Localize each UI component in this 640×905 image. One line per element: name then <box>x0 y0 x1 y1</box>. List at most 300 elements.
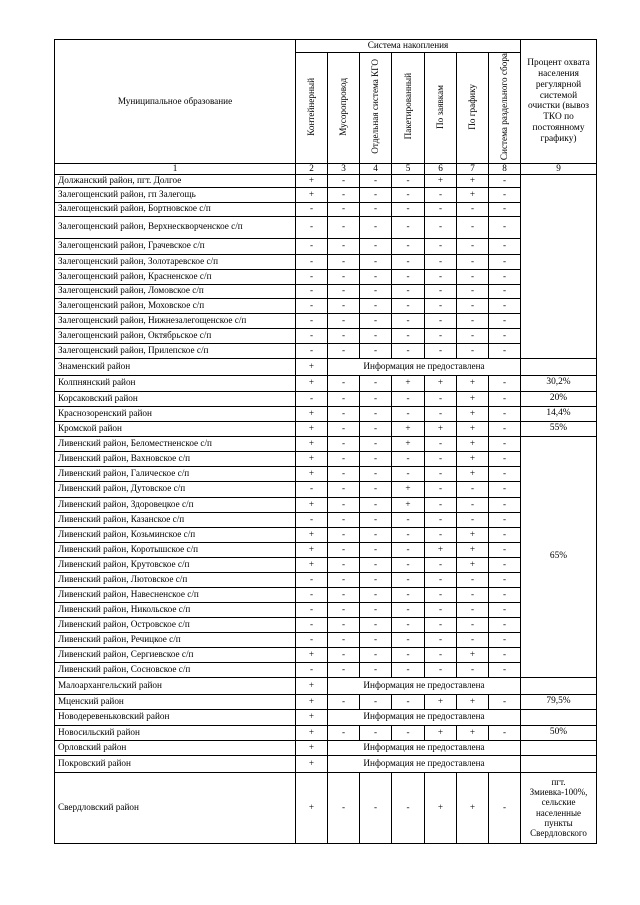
system-cell: - <box>296 602 328 617</box>
system-cell: - <box>328 421 360 436</box>
system-cell: - <box>489 451 521 466</box>
system-cell: - <box>457 343 489 358</box>
system-cell: - <box>360 527 392 542</box>
system-cell: + <box>392 375 425 391</box>
system-cell: - <box>328 587 360 602</box>
system-cell: - <box>296 313 328 328</box>
system-cell: - <box>489 481 521 497</box>
system-cell: - <box>457 284 489 298</box>
system-cell: - <box>296 202 328 216</box>
municipality-name: Ливенский район, Здоровецкое с/п <box>55 497 296 512</box>
system-cell: - <box>360 617 392 632</box>
system-cell: + <box>296 557 328 572</box>
system-cell: - <box>360 284 392 298</box>
system-header <box>328 53 360 164</box>
system-cell: - <box>392 617 425 632</box>
municipality-name: Ливенский район, Островское с/п <box>55 617 296 632</box>
system-cell: - <box>360 343 392 358</box>
system-cell: - <box>296 391 328 406</box>
system-cell: - <box>360 202 392 216</box>
system-cell: - <box>392 391 425 406</box>
table-row <box>55 451 597 466</box>
municipality-name: Ливенский район, Козьминское с/п <box>55 527 296 542</box>
system-cell: - <box>296 238 328 254</box>
percent-cell: 14,4% <box>521 406 597 421</box>
system-cell: - <box>425 391 457 406</box>
municipality-name: Малоархангельский район <box>55 677 296 694</box>
info-not-provided: Информация не предоставлена <box>328 677 521 694</box>
system-cell: - <box>489 328 521 343</box>
system-cell: + <box>457 451 489 466</box>
system-cell: - <box>425 587 457 602</box>
system-cell: - <box>328 542 360 557</box>
system-cell: - <box>425 216 457 238</box>
system-cell: + <box>457 466 489 481</box>
system-cell: - <box>425 512 457 527</box>
system-cell: - <box>392 527 425 542</box>
percent-cell <box>521 740 597 755</box>
system-cell: + <box>296 466 328 481</box>
table-row <box>55 284 597 298</box>
system-cell: - <box>425 187 457 202</box>
system-cell: - <box>489 694 521 709</box>
column-number: 5 <box>392 163 425 174</box>
system-cell: - <box>489 497 521 512</box>
municipality-name: Новосильский район <box>55 725 296 740</box>
table-row <box>55 557 597 572</box>
municipality-name: Залегощенский район, гп Залегощь <box>55 187 296 202</box>
table-row <box>55 269 597 284</box>
municipality-name: Залегощенский район, Золотаревское с/п <box>55 254 296 269</box>
system-cell: + <box>457 187 489 202</box>
system-cell: + <box>457 725 489 740</box>
system-cell: - <box>296 328 328 343</box>
system-cell: - <box>392 269 425 284</box>
system-cell: - <box>392 512 425 527</box>
percent-cell: 50% <box>521 725 597 740</box>
system-cell: - <box>360 632 392 647</box>
system-cell: - <box>457 632 489 647</box>
system-cell: - <box>328 343 360 358</box>
municipality-name: Ливенский район, Крутовское с/п <box>55 557 296 572</box>
system-cell: - <box>328 772 360 843</box>
column-number: 4 <box>360 163 392 174</box>
system-cell: - <box>425 632 457 647</box>
system-cell: - <box>392 557 425 572</box>
table-row <box>55 772 597 843</box>
system-cell: - <box>392 772 425 843</box>
system-cell: - <box>328 527 360 542</box>
system-cell: - <box>392 542 425 557</box>
system-cell: - <box>425 269 457 284</box>
system-cell: - <box>360 406 392 421</box>
column-number: 2 <box>296 163 328 174</box>
system-cell: - <box>360 572 392 587</box>
system-cell: - <box>489 391 521 406</box>
column-number: 6 <box>425 163 457 174</box>
system-cell: - <box>296 254 328 269</box>
system-cell: - <box>328 328 360 343</box>
municipality-name: Залегощенский район, Октябрьское с/п <box>55 328 296 343</box>
municipality-name: Залегощенский район, Верхнескворченское с/п <box>55 216 296 238</box>
system-cell: - <box>328 313 360 328</box>
table-row <box>55 313 597 328</box>
system-cell: + <box>457 174 489 187</box>
system-cell: - <box>392 238 425 254</box>
system-cell: - <box>425 481 457 497</box>
system-cell: - <box>328 406 360 421</box>
system-cell: - <box>296 269 328 284</box>
system-cell: - <box>457 662 489 677</box>
table-row <box>55 662 597 677</box>
system-cell: + <box>425 694 457 709</box>
table-row <box>55 436 597 451</box>
system-cell: - <box>360 187 392 202</box>
system-cell: - <box>296 662 328 677</box>
system-cell: - <box>328 466 360 481</box>
system-cell: - <box>328 254 360 269</box>
table-row <box>55 694 597 709</box>
system-cell: - <box>360 313 392 328</box>
system-cell: + <box>425 375 457 391</box>
percent-cell: 55% <box>521 421 597 436</box>
system-cell: - <box>360 587 392 602</box>
table-row <box>55 632 597 647</box>
system-cell: + <box>457 694 489 709</box>
system-cell: - <box>360 216 392 238</box>
table-row <box>55 617 597 632</box>
system-cell: - <box>489 662 521 677</box>
system-cell: - <box>457 328 489 343</box>
system-cell: - <box>489 557 521 572</box>
municipality-name: Залегощенский район, Нижнезалегощенское с/п <box>55 313 296 328</box>
system-cell: - <box>489 254 521 269</box>
system-cell: - <box>296 617 328 632</box>
municipality-name: Ливенский район, Казанское с/п <box>55 512 296 527</box>
table-row <box>55 497 597 512</box>
system-cell: + <box>296 755 328 772</box>
system-cell: - <box>489 313 521 328</box>
system-cell: + <box>296 451 328 466</box>
system-cell: - <box>425 313 457 328</box>
system-cell: - <box>360 451 392 466</box>
municipality-name: Ливенский район, Навесненское с/п <box>55 587 296 602</box>
system-cell: + <box>296 542 328 557</box>
system-cell: + <box>296 694 328 709</box>
system-cell: - <box>489 647 521 662</box>
municipality-name: Ливенский район, Сосновское с/п <box>55 662 296 677</box>
system-header <box>296 53 328 164</box>
percent-cell: 79,5% <box>521 694 597 709</box>
percent-cell: 65% <box>521 436 597 677</box>
system-cell: - <box>392 647 425 662</box>
system-cell: + <box>392 497 425 512</box>
system-cell: - <box>392 298 425 313</box>
municipality-name: Ливенский район, Галическое с/п <box>55 466 296 481</box>
system-cell: - <box>360 174 392 187</box>
system-cell: - <box>457 602 489 617</box>
system-cell: - <box>360 647 392 662</box>
table-row <box>55 238 597 254</box>
system-cell: - <box>425 406 457 421</box>
system-cell: - <box>457 617 489 632</box>
system-cell: - <box>425 436 457 451</box>
table-row <box>55 174 597 187</box>
system-cell: - <box>296 512 328 527</box>
system-cell: - <box>328 238 360 254</box>
system-cell: - <box>360 421 392 436</box>
percent-cell: 30,2% <box>521 375 597 391</box>
system-cell: + <box>425 772 457 843</box>
system-cell: - <box>425 572 457 587</box>
municipality-name: Колпнянский район <box>55 375 296 391</box>
system-cell: - <box>360 269 392 284</box>
system-cell: - <box>296 298 328 313</box>
system-cell: - <box>328 451 360 466</box>
column-number: 9 <box>521 163 597 174</box>
system-cell: - <box>328 481 360 497</box>
system-cell: + <box>296 527 328 542</box>
system-cell: + <box>392 481 425 497</box>
system-cell: - <box>392 216 425 238</box>
system-header <box>425 53 457 164</box>
municipality-name: Ливенский район, Лютовское с/п <box>55 572 296 587</box>
table-row <box>55 187 597 202</box>
system-cell: - <box>392 725 425 740</box>
table-row <box>55 755 597 772</box>
system-cell: - <box>392 694 425 709</box>
system-cell: - <box>489 298 521 313</box>
system-cell: - <box>489 527 521 542</box>
system-cell: + <box>392 436 425 451</box>
system-cell: - <box>360 694 392 709</box>
system-cell: - <box>425 328 457 343</box>
system-header-label: Контейнерный <box>306 77 317 136</box>
system-cell: - <box>489 284 521 298</box>
system-cell: - <box>296 284 328 298</box>
municipality-name: Покровский район <box>55 755 296 772</box>
system-cell: - <box>360 542 392 557</box>
municipality-name: Ливенский район, Беломестненское с/п <box>55 436 296 451</box>
system-cell: - <box>296 572 328 587</box>
system-cell: - <box>392 572 425 587</box>
system-header-label: Отдельная система КГО <box>370 59 381 154</box>
system-cell: - <box>489 542 521 557</box>
system-cell: - <box>425 238 457 254</box>
info-not-provided: Информация не предоставлена <box>328 709 521 725</box>
system-cell: - <box>392 602 425 617</box>
table-row <box>55 343 597 358</box>
municipality-name: Залегощенский район, Красненское с/п <box>55 269 296 284</box>
system-cell: - <box>489 202 521 216</box>
system-cell: - <box>425 617 457 632</box>
system-cell: - <box>328 512 360 527</box>
system-cell: - <box>457 238 489 254</box>
table-row <box>55 358 597 375</box>
system-cell: - <box>360 662 392 677</box>
table-row <box>55 216 597 238</box>
system-cell: - <box>425 497 457 512</box>
system-cell: - <box>457 216 489 238</box>
table-row <box>55 709 597 725</box>
system-cell: - <box>489 174 521 187</box>
system-cell: - <box>489 187 521 202</box>
system-header-label: Система раздельного сбора <box>499 53 510 161</box>
system-cell: - <box>392 662 425 677</box>
system-cell: - <box>489 216 521 238</box>
system-cell: - <box>328 174 360 187</box>
system-cell: - <box>328 391 360 406</box>
system-cell: - <box>392 174 425 187</box>
system-cell: - <box>360 328 392 343</box>
system-cell: - <box>457 572 489 587</box>
system-cell: + <box>296 174 328 187</box>
system-cell: - <box>489 238 521 254</box>
municipality-name: Свердловский район <box>55 772 296 843</box>
system-cell: - <box>328 725 360 740</box>
system-header <box>360 53 392 164</box>
system-cell: + <box>296 709 328 725</box>
system-cell: - <box>425 343 457 358</box>
system-cell: + <box>425 542 457 557</box>
table-row <box>55 406 597 421</box>
system-cell: - <box>425 602 457 617</box>
system-cell: - <box>328 572 360 587</box>
system-cell: - <box>489 406 521 421</box>
column-number: 1 <box>55 163 296 174</box>
system-cell: - <box>392 254 425 269</box>
table-row <box>55 481 597 497</box>
system-cell: - <box>457 512 489 527</box>
system-cell: - <box>328 187 360 202</box>
system-cell: - <box>328 557 360 572</box>
system-cell: + <box>296 677 328 694</box>
system-cell: - <box>392 202 425 216</box>
municipality-name: Залегощенский район, Моховское с/п <box>55 298 296 313</box>
table-row <box>55 677 597 694</box>
system-cell: - <box>360 254 392 269</box>
municipality-name: Ливенский район, Коротышское с/п <box>55 542 296 557</box>
table-row <box>55 542 597 557</box>
system-cell: - <box>328 375 360 391</box>
system-cell: - <box>392 587 425 602</box>
system-cell: - <box>328 632 360 647</box>
system-cell: - <box>457 298 489 313</box>
system-cell: - <box>489 269 521 284</box>
system-cell: - <box>328 647 360 662</box>
municipality-name: Ливенский район, Речицкое с/п <box>55 632 296 647</box>
table-row <box>55 421 597 436</box>
percent-cell: пгт. Змиевка-100%, сельские населенные пункты Свердловского <box>521 772 597 843</box>
system-cell: - <box>296 343 328 358</box>
system-cell: - <box>360 298 392 313</box>
municipality-name: Залегощенский район, Грачевское с/п <box>55 238 296 254</box>
municipality-name: Ливенский район, Никольское с/п <box>55 602 296 617</box>
system-cell: + <box>425 174 457 187</box>
table-row <box>55 512 597 527</box>
system-cell: - <box>360 725 392 740</box>
system-cell: - <box>425 254 457 269</box>
system-cell: + <box>425 421 457 436</box>
system-cell: - <box>489 602 521 617</box>
info-not-provided: Информация не предоставлена <box>328 755 521 772</box>
system-cell: + <box>296 187 328 202</box>
waste-collection-table <box>54 39 597 844</box>
system-cell: - <box>457 254 489 269</box>
municipality-name: Ливенский район, Вахновское с/п <box>55 451 296 466</box>
system-cell: + <box>457 647 489 662</box>
municipality-name: Знаменский район <box>55 358 296 375</box>
percent-cell: 20% <box>521 391 597 406</box>
system-cell: - <box>457 587 489 602</box>
system-cell: - <box>360 497 392 512</box>
system-cell: - <box>360 238 392 254</box>
system-cell: - <box>360 772 392 843</box>
municipality-name: Залегощенский район, Ломовское с/п <box>55 284 296 298</box>
system-cell: - <box>296 216 328 238</box>
info-not-provided: Информация не предоставлена <box>328 358 521 375</box>
system-cell: - <box>489 572 521 587</box>
system-cell: + <box>457 542 489 557</box>
system-header <box>489 53 521 164</box>
system-cell: + <box>296 740 328 755</box>
municipality-name: Корсаковский район <box>55 391 296 406</box>
percent-header: Процент охвата населения регулярной системой очистки (вывоз ТКО по постоянному графику) <box>521 40 597 164</box>
system-cell: - <box>457 497 489 512</box>
table-row <box>55 572 597 587</box>
system-cell: - <box>457 202 489 216</box>
system-header <box>392 53 425 164</box>
system-cell: + <box>296 436 328 451</box>
table-row <box>55 254 597 269</box>
system-cell: - <box>489 725 521 740</box>
system-cell: - <box>489 617 521 632</box>
system-cell: + <box>296 421 328 436</box>
system-cell: - <box>328 284 360 298</box>
system-cell: - <box>425 662 457 677</box>
municipality-name: Должанский район, пгт. Долгое <box>55 174 296 187</box>
system-cell: - <box>328 694 360 709</box>
system-cell: - <box>425 647 457 662</box>
system-cell: - <box>425 466 457 481</box>
system-header-label: По графику <box>467 83 478 130</box>
percent-cell <box>521 677 597 694</box>
system-header-label: Мусоропровод <box>338 77 349 136</box>
system-cell: - <box>328 617 360 632</box>
system-group-header: Система накопления <box>296 40 521 53</box>
system-cell: - <box>425 557 457 572</box>
system-cell: + <box>296 725 328 740</box>
municipality-name: Орловский район <box>55 740 296 755</box>
system-cell: + <box>296 772 328 843</box>
municipality-name: Кромской район <box>55 421 296 436</box>
table-row <box>55 391 597 406</box>
info-not-provided: Информация не предоставлена <box>328 740 521 755</box>
table-row <box>55 298 597 313</box>
system-cell: + <box>296 375 328 391</box>
table-row <box>55 466 597 481</box>
system-cell: - <box>392 466 425 481</box>
system-cell: - <box>457 269 489 284</box>
system-cell: - <box>328 602 360 617</box>
municipality-name: Залегощенский район, Прилепское с/п <box>55 343 296 358</box>
system-cell: - <box>425 527 457 542</box>
system-cell: - <box>360 466 392 481</box>
system-cell: - <box>489 421 521 436</box>
table-row <box>55 602 597 617</box>
system-cell: + <box>457 391 489 406</box>
system-cell: + <box>457 421 489 436</box>
